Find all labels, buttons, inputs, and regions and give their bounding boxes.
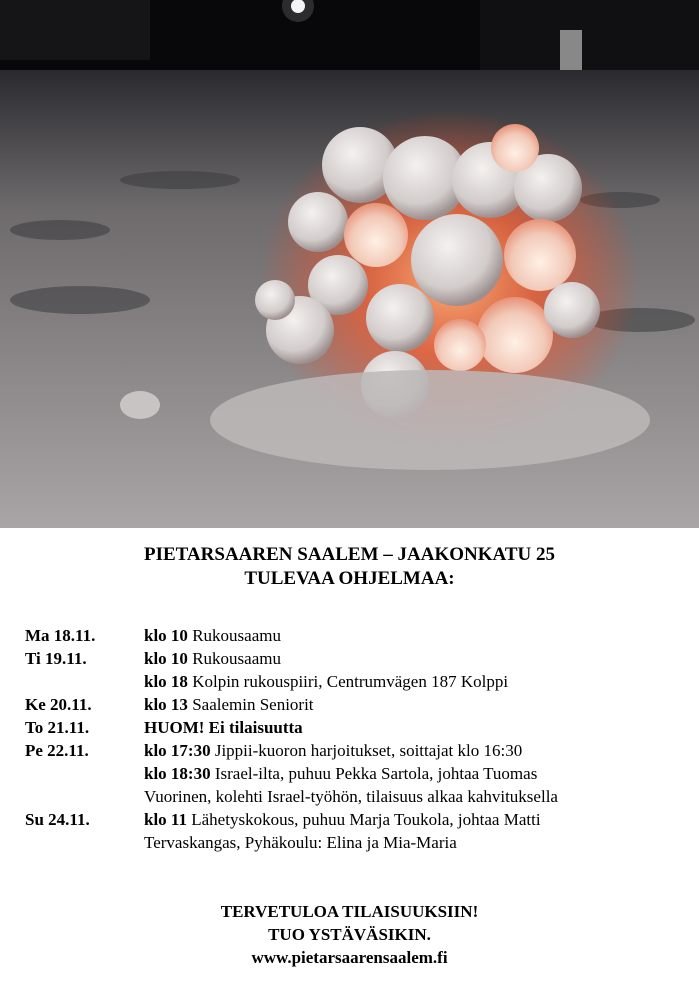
schedule-row — [25, 693, 685, 716]
website-url: www.pietarsaarensaalem.fi — [251, 948, 448, 967]
schedule-time: klo 13 — [144, 695, 188, 714]
schedule-event — [144, 831, 685, 854]
schedule-event — [144, 693, 685, 716]
schedule-description: Israel-ilta, puhuu Pekka Sartola, johtaa Tuomas — [210, 764, 538, 783]
schedule-day — [25, 670, 144, 693]
schedule-description: Lähetyskokous, puhuu Marja Toukola, johtaa Matti — [187, 810, 541, 829]
schedule-row — [25, 785, 685, 808]
schedule-time: klo 10 — [144, 626, 188, 645]
schedule-time: klo 17:30 — [144, 741, 211, 760]
schedule-event — [144, 716, 685, 739]
schedule-day: Su 24.11. — [25, 810, 90, 829]
schedule-day — [25, 762, 144, 785]
schedule-time: klo 11 — [144, 810, 187, 829]
schedule-event — [144, 785, 685, 808]
schedule-description: Tervaskangas, Pyhäkoulu: Elina ja Mia-Maria — [144, 833, 457, 852]
schedule-row — [25, 624, 685, 647]
schedule-event — [144, 670, 685, 693]
schedule-row — [25, 762, 685, 785]
schedule-row — [25, 808, 685, 831]
schedule-event — [144, 808, 685, 831]
header-subtitle: TULEVAA OHJELMAA: — [244, 568, 455, 589]
schedule-description: Rukousaamu — [187, 626, 281, 645]
schedule-description: Saalemin Seniorit — [187, 695, 314, 714]
schedule-notice: HUOM! Ei tilaisuutta — [144, 718, 303, 737]
header-title: PIETARSAAREN SAALEM – JAAKONKATU 25 — [144, 544, 555, 565]
schedule-day: To 21.11. — [25, 718, 90, 737]
schedule-row — [25, 739, 685, 762]
schedule-row — [25, 716, 685, 739]
page-header — [0, 543, 699, 591]
schedule-time: klo 10 — [144, 649, 188, 668]
schedule-event — [144, 647, 685, 670]
schedule-time: klo 18:30 — [144, 764, 211, 783]
schedule-time: klo 18 — [144, 672, 188, 691]
schedule-event — [144, 762, 685, 785]
schedule-row — [25, 831, 685, 854]
page-footer — [0, 900, 699, 969]
program-schedule — [25, 624, 685, 854]
schedule-day: Pe 22.11. — [25, 741, 89, 760]
schedule-day: Ke 20.11. — [25, 695, 92, 714]
schedule-description: Vuorinen, kolehti Israel-työhön, tilaisuus alkaa kahvituksella — [144, 787, 558, 806]
schedule-day: Ti 19.11. — [25, 649, 87, 668]
welcome-text: TERVETULOA TILAISUUKSIIN! — [220, 902, 479, 921]
schedule-day — [25, 785, 144, 808]
schedule-event — [144, 624, 685, 647]
schedule-description: Jippii-kuoron harjoitukset, soittajat klo 16:30 — [210, 741, 523, 760]
schedule-description: Rukousaamu — [187, 649, 281, 668]
schedule-event — [144, 739, 685, 762]
schedule-day — [25, 831, 144, 854]
invite-text: TUO YSTÄVÄSIKIN. — [268, 925, 431, 944]
schedule-day: Ma 18.11. — [25, 626, 96, 645]
schedule-row — [25, 647, 685, 670]
schedule-description: Kolpin rukouspiiri, Centrumvägen 187 Kolppi — [187, 672, 509, 691]
schedule-row — [25, 670, 685, 693]
